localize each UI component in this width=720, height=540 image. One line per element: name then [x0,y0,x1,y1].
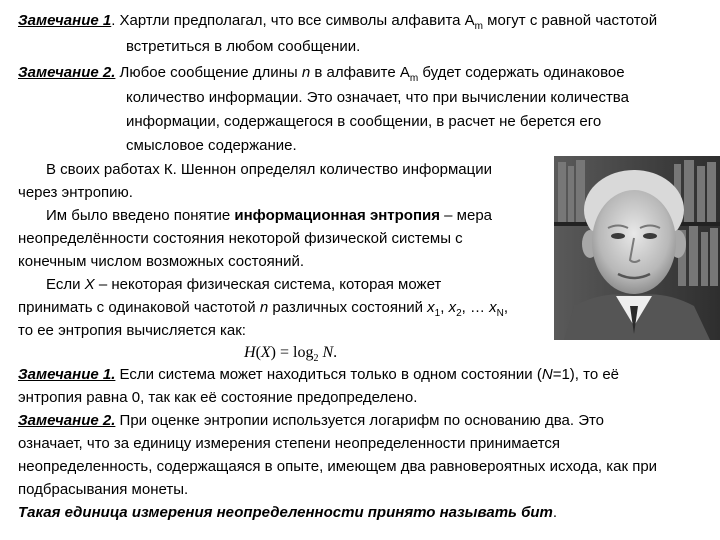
note1-line2: встретиться в любом сообщении. [126,38,361,55]
note2-label: Замечание 2. [18,64,116,81]
shannon-p2-line1: Им было введено понятие информационная энтропия – мера [46,207,493,224]
remark2-line4: подбрасывания монеты. [18,481,189,498]
note1-line1: Замечание 1. Хартли предполагал, что все символы алфавита $A_m$ могут с равной частотой [18,12,658,32]
remark2-line2: означает, что за единицу измерения степени неопределенности принимается [18,435,561,452]
shannon-p1-line1: В своих работах К. Шеннон определял количество информации [46,161,493,178]
note1-label: Замечание 1 [18,12,112,29]
remark1-label: Замечание 1. [18,366,116,383]
note2-line4: смысловое содержание. [126,137,297,154]
remark1-line2: энтропия равна 0, так как её состояние предопределено. [18,389,418,406]
remark2-line3: неопределенность, содержащаяся в опыте, имеющем два равновероятных исхода, как при [18,458,658,475]
note2-line1: Замечание 2. Любое сообщение длины n в алфавите $A_m$ будет содержать одинаковое [18,64,625,84]
remark2-line1: Замечание 2. При оценке энтропии используется логарифм по основанию два. Это [18,412,605,429]
entropy-term: информационная энтропия [234,207,440,224]
shannon-p3-line3: то ее энтропия вычисляется как: [18,322,246,339]
remark1-line1: Замечание 1. Если система может находиться только в одном состоянии (N=1), то её [18,366,620,383]
portrait-illustration [554,156,720,340]
shannon-p2-line3: конечным числом возможных состояний. [18,253,304,270]
shannon-p2-line2: неопределённости состояния некоторой физической системы с [18,230,463,247]
conclusion-line: Такая единица измерения неопределенности принято называть бит. [18,504,558,521]
note2-line2: количество информации. Это означает, что при вычислении количества [126,89,629,106]
shannon-p3-line1: Если X – некоторая физическая система, которая может [46,276,442,293]
portrait-photo [554,156,720,340]
shannon-p1-line2: через энтропию. [18,184,133,201]
note2-line3: информации, содержащегося в сообщении, в расчет не берется его [126,113,602,130]
remark2-label: Замечание 2. [18,412,116,429]
shannon-p3-line2: принимать с одинаковой частотой n различных состояний $x_1$, $x_2$, … $x_N$, [18,299,509,319]
entropy-formula: $H(X) = \log_2 N$. [244,344,338,365]
